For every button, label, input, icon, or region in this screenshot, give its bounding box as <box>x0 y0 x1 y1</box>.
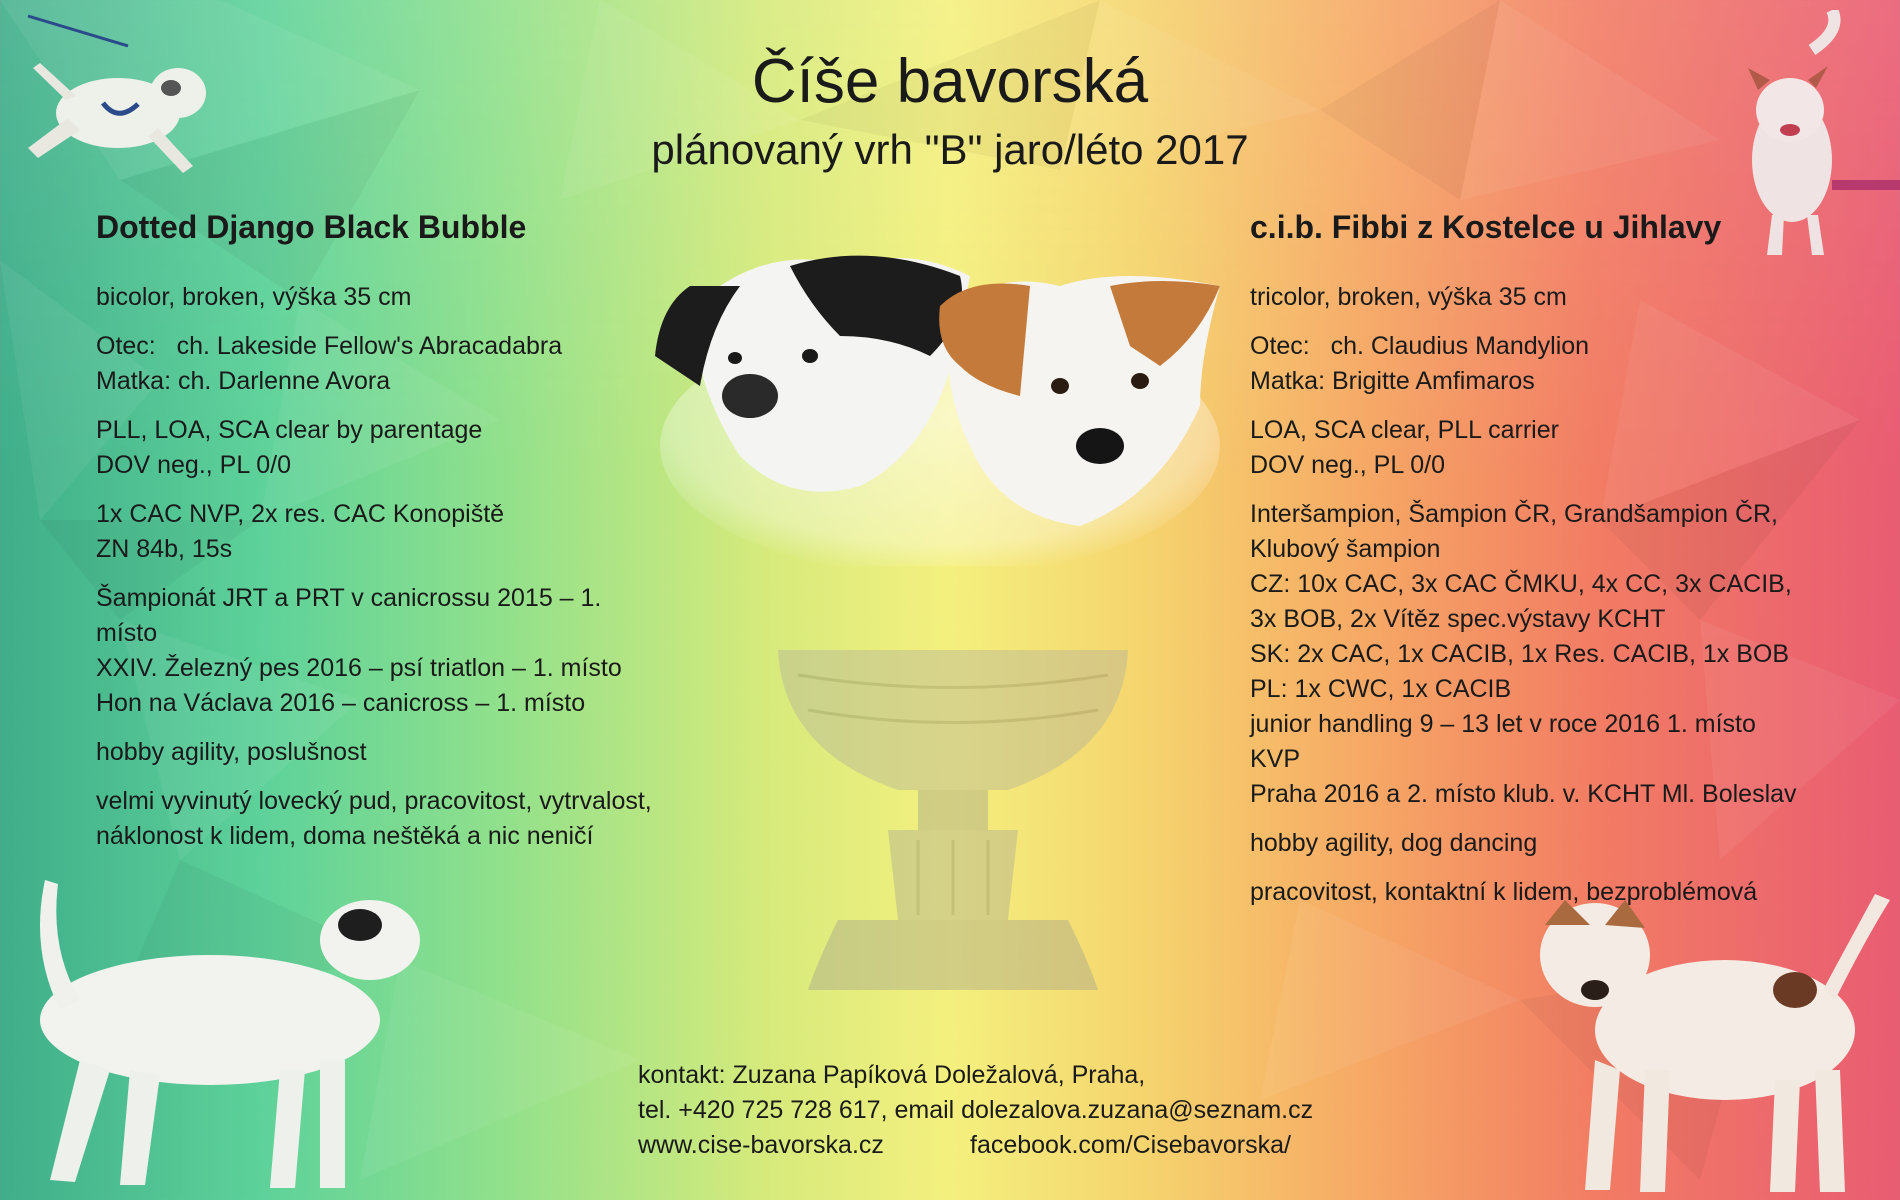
page-title: Číše bavorská <box>751 47 1149 116</box>
dam-title-line: Interšampion, Šampion ČR, Grandšampion ČR, <box>1250 500 1779 528</box>
dam-title-line: SK: 2x CAC, 1x CACIB, 1x Res. CACIB, 1x BOB <box>1250 640 1790 668</box>
sire-titles <box>96 497 656 567</box>
dam-title-line: CZ: 10x CAC, 3x CAC ČMKU, 4x CC, 3x CACIB, <box>1250 570 1792 598</box>
facebook-link[interactable]: facebook.com/Cisebavorska/ <box>970 1131 1291 1159</box>
dam-title-line: PL: 1x CWC, 1x CACIB <box>1250 675 1512 703</box>
sire-color-text: bicolor, broken, výška 35 cm <box>96 283 412 311</box>
dam-parents <box>1250 329 1810 399</box>
sire-info <box>96 204 656 868</box>
standing-dog-bottom-left-image <box>0 870 440 1200</box>
dam-health <box>1250 413 1810 483</box>
dam-health-line: LOA, SCA clear, PLL carrier <box>1250 416 1559 444</box>
dam-title-line: Klubový šampion <box>1250 535 1441 563</box>
trophy-cup-image <box>768 640 1138 1000</box>
dam-info <box>1250 204 1810 924</box>
page-subtitle: plánovaný vrh "B" jaro/léto 2017 <box>651 126 1249 173</box>
sire-color <box>96 280 656 315</box>
dam-color <box>1250 280 1810 315</box>
sire-hobby-text: hobby agility, poslušnost <box>96 738 367 766</box>
dam-color-text: tricolor, broken, výška 35 cm <box>1250 283 1567 311</box>
contact-name-line: kontakt: Zuzana Papíková Doležalová, Praha, <box>638 1061 1146 1089</box>
sire-mother: Matka: ch. Darlenne Avora <box>96 367 391 395</box>
sire-name: Dotted Django Black Bubble <box>96 209 527 245</box>
dam-trait-text: pracovitost, kontaktní k lidem, bezproblémová <box>1250 878 1758 906</box>
sire-traits <box>96 784 656 854</box>
dam-title-line: 3x BOB, 2x Vítěz spec.výstavy KCHT <box>1250 605 1666 633</box>
dam-title-line: junior handling 9 – 13 let v roce 2016 1. místo KVP <box>1250 710 1756 773</box>
sire-sport-line: XXIV. Železný pes 2016 – psí triatlon – 1. místo <box>96 654 622 682</box>
contact-phone-email-line[interactable]: tel. +420 725 728 617, email dolezalova.zuzana@seznam.cz <box>638 1096 1314 1124</box>
standing-dog-bottom-right-image <box>1505 880 1900 1200</box>
dam-title-line: Praha 2016 a 2. místo klub. v. KCHT Ml. Boleslav <box>1250 780 1797 808</box>
dam-health-line: DOV neg., PL 0/0 <box>1250 451 1446 479</box>
dam-hobby-text: hobby agility, dog dancing <box>1250 829 1538 857</box>
sire-title-line: 1x CAC NVP, 2x res. CAC Konopiště <box>96 500 505 528</box>
dam-titles <box>1250 497 1810 812</box>
contact-block <box>638 1058 1313 1163</box>
sire-trait-line: velmi vyvinutý lovecký pud, pracovitost, vytrvalost, <box>96 787 652 815</box>
sire-health-line: DOV neg., PL 0/0 <box>96 451 292 479</box>
sire-sport <box>96 581 656 721</box>
sire-title-line: ZN 84b, 15s <box>96 535 233 563</box>
sire-father: Otec: ch. Lakeside Fellow's Abracadabra <box>96 332 563 360</box>
contact-links-line <box>638 1128 1313 1163</box>
dam-mother: Matka: Brigitte Amfimaros <box>1250 367 1535 395</box>
dogs-portrait-image <box>640 246 1240 566</box>
sire-trait-line: náklonost k lidem, doma neštěká a nic neničí <box>96 822 594 850</box>
sire-hobby <box>96 735 656 770</box>
sire-health <box>96 413 656 483</box>
sire-health-line: PLL, LOA, SCA clear by parentage <box>96 416 483 444</box>
website-link[interactable]: www.cise-bavorska.cz <box>638 1131 884 1159</box>
sire-sport-line: Šampionát JRT a PRT v canicrossu 2015 – 1. místo <box>96 584 602 647</box>
sire-sport-line: Hon na Václava 2016 – canicross – 1. místo <box>96 689 586 717</box>
sire-parents <box>96 329 656 399</box>
dam-traits <box>1250 875 1810 910</box>
dam-father: Otec: ch. Claudius Mandylion <box>1250 332 1590 360</box>
dam-name: c.i.b. Fibbi z Kostelce u Jihlavy <box>1250 209 1722 245</box>
dam-hobby <box>1250 826 1810 861</box>
